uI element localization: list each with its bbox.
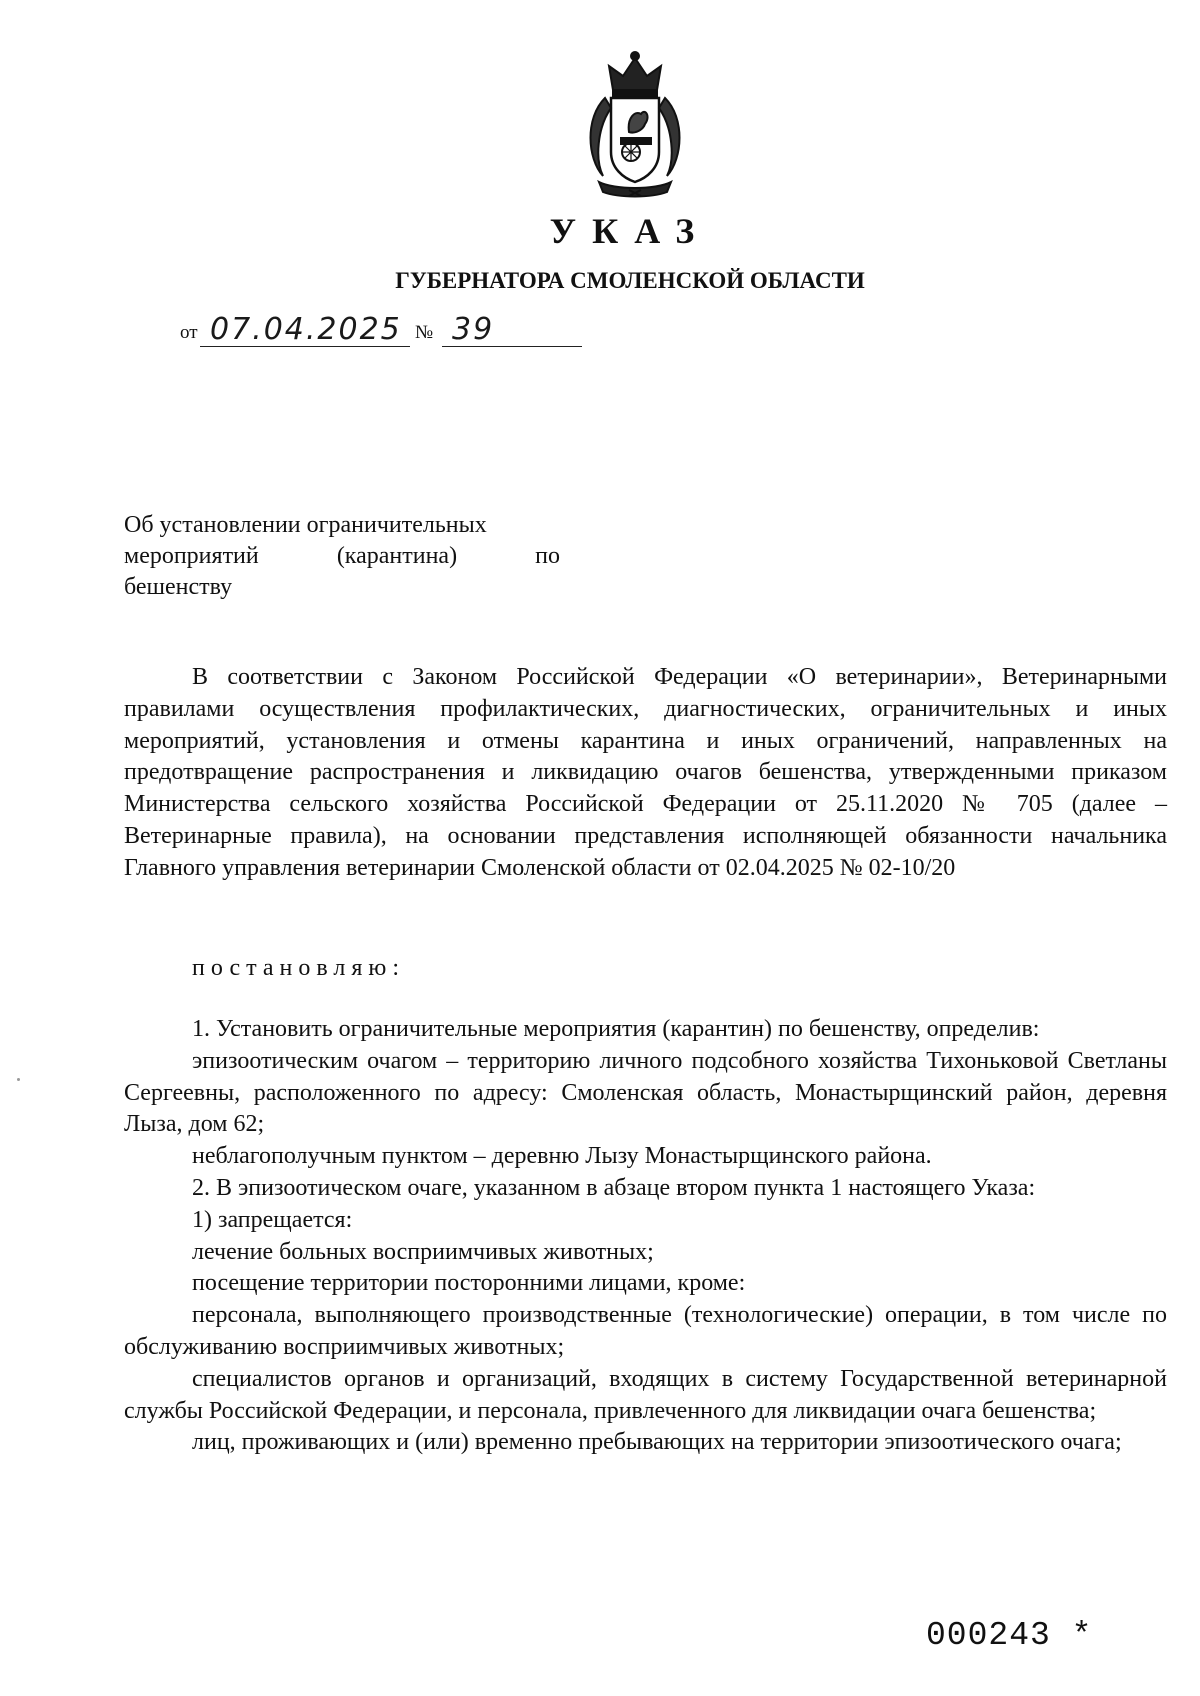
clause-paragraph: посещение территории посторонними лицами, кроме: <box>192 1270 746 1297</box>
decree-word-block <box>124 953 1167 985</box>
clause-paragraph: 2. В эпизоотическом очаге, указанном в абзаце втором пункта 1 настоящего Указа: <box>192 1174 1036 1201</box>
preamble-block <box>124 662 1167 885</box>
decree-word: постановляю: <box>192 955 405 981</box>
scan-speck <box>17 1078 20 1081</box>
handwritten-number: 39 <box>452 312 495 347</box>
clause-paragraph: специалистов органов и организаций, входящих в систему Государственной ветеринарной службы Российской Федерации, и персонала, привлеченного для ликвидации очага бешенства; <box>124 1365 1167 1424</box>
number-prefix: № <box>415 322 434 343</box>
subject-word: по <box>535 543 560 569</box>
clauses-block <box>124 1014 1167 1459</box>
clause-paragraph: 1) запрещается: <box>192 1206 353 1233</box>
document-issuer: ГУБЕРНАТОРА СМОЛЕНСКОЙ ОБЛАСТИ <box>395 268 865 293</box>
clause-paragraph: персонала, выполняющего производственные (технологические) операции, в том числе по обслуживанию восприимчивых животных; <box>124 1302 1167 1360</box>
subject-word: мероприятий <box>124 543 259 569</box>
preamble-paragraph: В соответствии с Законом Российской Федерации «О ветеринарии», Ветеринарными правилами осуществления профилактических, диагностических, ограничительных и иных мероприятий, установления и отмены карантина и иных ограничений, направленных на предотвращение распространения и ликвидацию очагов бешенства, утвержденными приказом Министерства сельского хозяйства Российской Федерации от 25.11.2020 № 705 (далее – Ветеринарные правила), на основании представления исполняющей обязанности начальника Главного управления ветеринарии Смоленской области от 02.04.2025 № 02-10/20 <box>124 664 1167 881</box>
document-subject <box>124 510 560 603</box>
document-serial-number: 000243 * <box>926 1617 1093 1654</box>
subject-line: бешенству <box>124 574 233 600</box>
handwritten-date: 07.04.2025 <box>210 312 402 347</box>
subject-word: (карантина) <box>336 543 458 569</box>
clause-paragraph: неблагополучным пунктом – деревню Лызу Монастырщинского района. <box>192 1143 932 1170</box>
clause-paragraph: эпизоотическим очагом – территорию личного подсобного хозяйства Тихоньковой Светланы Сергеевны, расположенного по адресу: Смоленская область, Монастырщинский район, деревня Лыза, дом 62; <box>124 1047 1167 1138</box>
clause-paragraph: 1. Установить ограничительные мероприятия (карантин) по бешенству, определив: <box>192 1016 1040 1042</box>
document-title: УКАЗ <box>549 211 711 251</box>
clause-paragraph: лечение больных восприимчивых животных; <box>192 1238 654 1265</box>
clause-paragraph: лиц, проживающих и (или) временно пребывающих на территории эпизоотического очага; <box>192 1429 1122 1456</box>
coat-of-arms-emblem <box>575 48 695 198</box>
date-number-line <box>180 312 630 352</box>
subject-line: Об установлении ограничительных <box>124 512 487 538</box>
date-prefix: от <box>180 322 198 343</box>
subject-line <box>124 541 560 572</box>
